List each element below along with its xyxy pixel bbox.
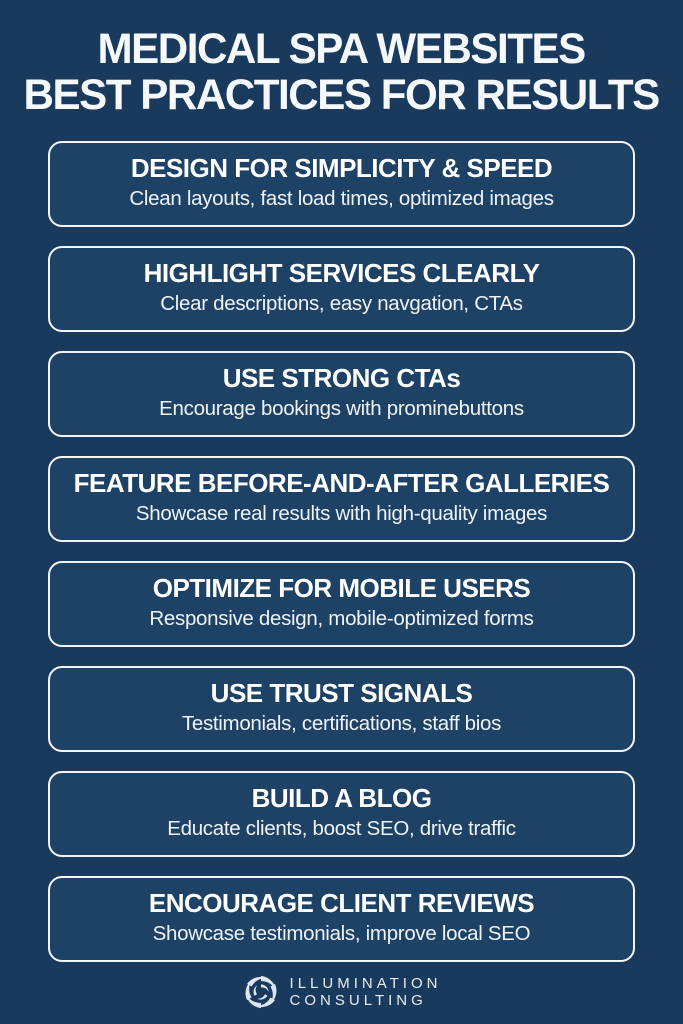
card-subtext: Educate clients, boost SEO, drive traffic — [167, 817, 516, 841]
card-heading: USE STRONG CTAs — [222, 363, 461, 394]
card-before-after-galleries — [48, 456, 635, 542]
card-subtext: Clear descriptions, easy navgation, CTAs — [160, 292, 523, 316]
card-heading: FEATURE BEFORE-AND-AFTER GALLERIES — [73, 468, 610, 499]
card-heading: DESIGN FOR SIMPLICITY & SPEED — [130, 153, 553, 184]
card-heading: ENCOURAGE CLIENT REVIEWS — [148, 888, 535, 919]
card-mobile-users — [48, 561, 635, 647]
card-trust-signals — [48, 666, 635, 752]
best-practices-list — [48, 141, 635, 962]
card-subtext: Clean layouts, fast load times, optimized images — [129, 187, 554, 211]
card-strong-ctas — [48, 351, 635, 437]
card-subtext: Encourage bookings with prominebuttons — [159, 397, 524, 421]
card-heading: OPTIMIZE FOR MOBILE USERS — [152, 573, 531, 604]
card-subtext: Showcase testimonials, improve local SEO — [152, 922, 531, 946]
swirl-icon — [242, 973, 280, 1011]
brand-name-line2: CONSULTING — [289, 991, 427, 1009]
card-heading: HIGHLIGHT SERVICES CLEARLY — [143, 258, 540, 289]
card-client-reviews — [48, 876, 635, 962]
brand-name — [290, 975, 442, 1010]
card-subtext: Responsive design, mobile-optimized forms — [149, 607, 534, 631]
card-subtext: Showcase real results with high-quality images — [135, 502, 548, 526]
card-build-blog — [48, 771, 635, 857]
card-subtext: Testimonials, certifications, staff bios — [181, 712, 502, 736]
page-title-line2: BEST PRACTICES FOR RESULTS — [23, 71, 660, 120]
card-design-simplicity — [48, 141, 635, 227]
card-heading: USE TRUST SIGNALS — [210, 678, 473, 709]
card-heading: BUILD A BLOG — [251, 783, 432, 814]
page-title-line1: MEDICAL SPA WEBSITES — [97, 25, 586, 73]
footer-brand — [242, 973, 442, 1011]
card-highlight-services — [48, 246, 635, 332]
page-title — [17, 26, 665, 119]
brand-name-line1: ILLUMINATION — [289, 974, 442, 992]
